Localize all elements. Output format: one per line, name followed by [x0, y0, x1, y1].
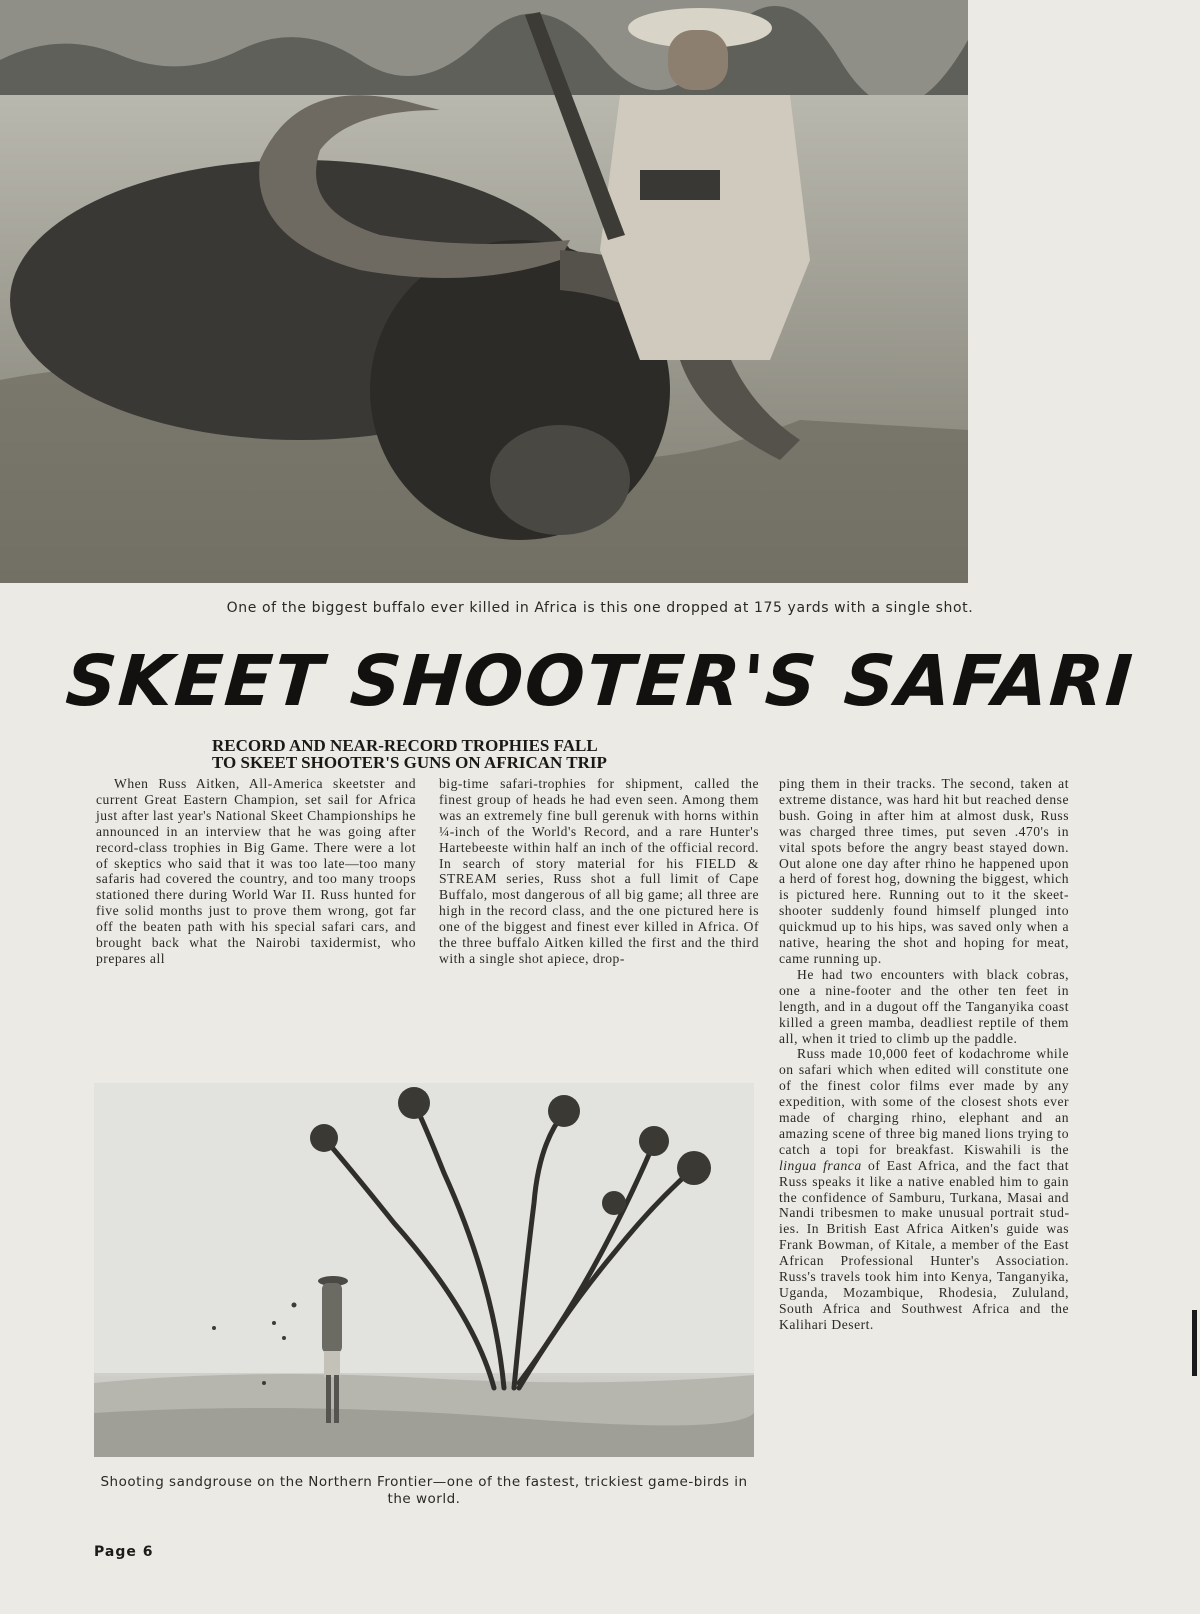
article-column-2	[439, 776, 759, 967]
paragraph-3-italic: lingua franca	[779, 1157, 862, 1173]
subhead-line-2: TO SKEET SHOOTER'S GUNS ON AFRICAN TRIP	[212, 753, 607, 772]
photo-caption-bottom: Shooting sandgrouse on the Northern Frontier—one of the fastest, trickiest game-birds in the world.	[100, 1474, 748, 1507]
photo-caption-top: One of the biggest buffalo ever killed in Africa is this one dropped at 175 yards with a single shot.	[226, 600, 974, 616]
article-headline: SKEET SHOOTER'S SAFARI	[63, 640, 1137, 722]
paragraph-3-text-a: Russ made 10,000 feet of kodachrome while on safari which when edited will constitute one of the finest color films ever made by any expedition, with some of the closest shots ever made of charging rhino, elephant and an amazing scene of three big maned lions trying to catch a topi for breakfast. Kiswahili is the	[779, 1046, 1069, 1157]
column-3-paragraph-3	[779, 1046, 1069, 1332]
column-1-paragraph: When Russ Aitken, All-America skeetster and current Great Eastern Champion, set sail for Africa just after last year's National Skeet Championships he announced in an interview that he was going after record-class trophies in Big Game. There were a lot of skeptics who said that it was too late—too many safaris had covered the country, and too many troops stationed there during World War II. Russ hunted for five solid months just to prove them wrong, got far off the beaten path with his special safari cars, and brought back what the Nairobi taxidermist, who prepares all	[96, 776, 416, 966]
column-3-paragraph-2: He had two encounters with black cobras, one a nine-footer and the other ten feet in length, and in a dugout off the Tanganyika coast killed a green mamba, deadliest reptile of them all, when it tried to climb up the paddle.	[779, 966, 1069, 1046]
article-column-3	[779, 776, 1069, 1333]
paragraph-3-text-b: of East Africa, and the fact that Russ speaks it like a native enabled him to gain the confidence of Samburu, Turkana, Masai and Nandi tribesmen to make unusual portrait studies. In British East Africa Aitken's guide was Frank Bowman, of Kitale, a member of the East African Professional Hunter's Association. Russ's travels took him into Kenya, Tanganyika, Uganda, Mozambique, Rhodesia, Zululand, South Africa and Southwest Africa and the Kalihari Desert.	[779, 1157, 1069, 1332]
subhead-line-1: RECORD AND NEAR-RECORD TROPHIES FALL	[212, 736, 598, 755]
photo-sandgrouse-hunter	[94, 1083, 754, 1457]
column-3-paragraph-1: ping them in their tracks. The second, taken at extreme distance, was hard hit but reached dense bush. Going in after him at almost dusk, Russ was charged three times, put seven .470's in vital spots before the angry beast stayed down. Out alone one day after rhino he happened upon a herd of forest hog, downing the biggest, which is pictured here. Running out to it the skeet-shooter suddenly found himself plunged into quickmud up to his hips, was saved only when a native, hearing the shot and hoping for meat, came running up.	[779, 776, 1069, 966]
article-subhead	[212, 737, 732, 771]
article-column-1	[96, 776, 416, 967]
margin-mark	[1192, 1310, 1197, 1376]
photo-buffalo-hunter	[0, 0, 968, 583]
column-2-paragraph: big-time safari-trophies for shipment, called the finest group of heads he had even seen. Among them was an extremely fine bull gerenuk with horns within ¼-inch of the World's Record, and a rare Hunter's Hartebeeste within half an inch of the official record. In search of story material for his FIELD & STREAM series, Russ shot a full limit of Cape Buffalo, most dangerous of all big game; all three are high in the record class, and the one pictured here is one of the biggest and finest ever killed in Africa. Of the three buffalo Aitken killed the first and the third with a single shot apiece, drop-	[439, 776, 759, 966]
page-number: Page 6	[94, 1544, 154, 1560]
